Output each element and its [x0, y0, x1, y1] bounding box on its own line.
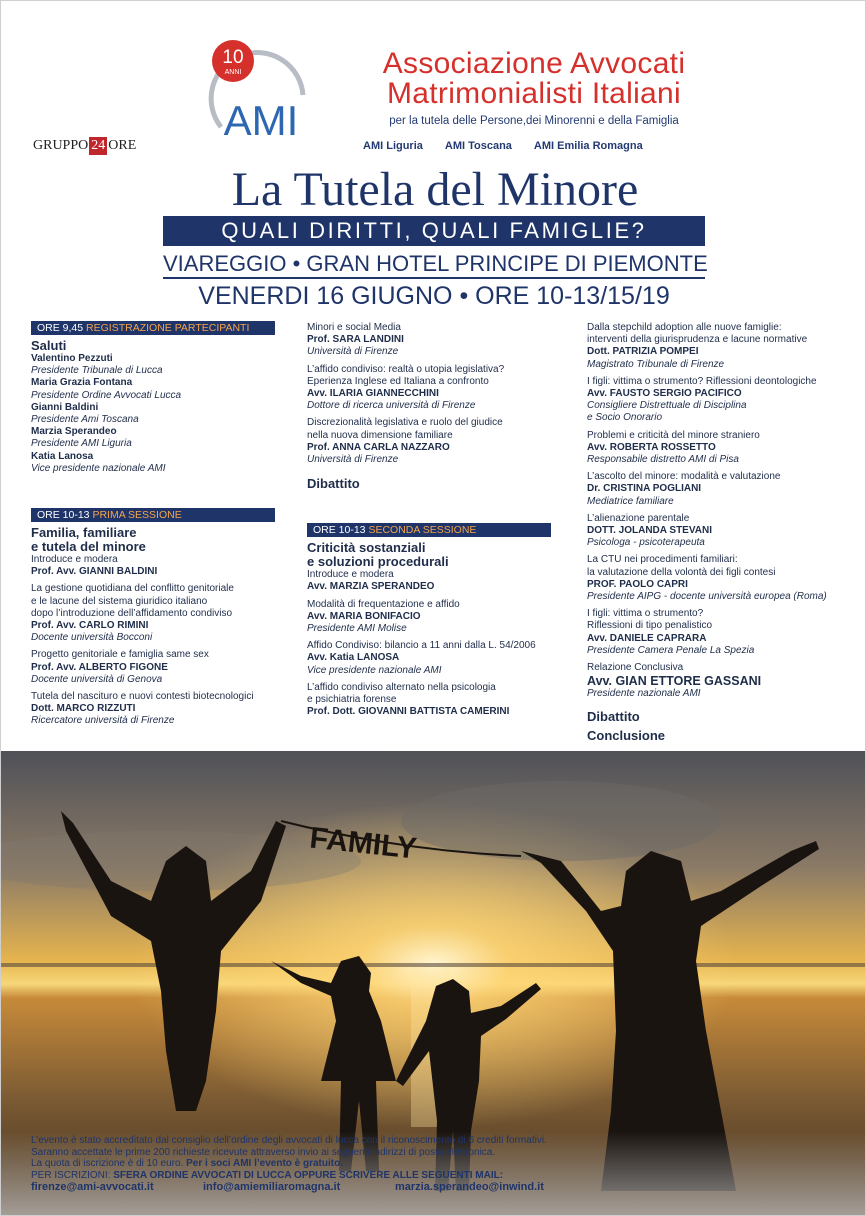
speaker-name: Dott. MARCO RIZZUTI — [31, 703, 136, 715]
speaker-name: Prof. SARA LANDINI — [307, 334, 404, 346]
greeter-name: Katia Lanosa — [31, 450, 94, 462]
email-firenze[interactable]: firenze@ami-avvocati.it — [31, 1181, 154, 1193]
event-venue: VIAREGGIO • GRAN HOTEL PRINCIPE DI PIEMONTE — [163, 251, 705, 279]
greeter-name: Valentino Pezzuti — [31, 353, 113, 364]
speaker-name: Prof. Avv. ALBERTO FIGONE — [31, 661, 168, 673]
speaker-name: Avv. FAUSTO SERGIO PACIFICO — [587, 388, 742, 400]
speaker-name: Prof. Avv. CARLO RIMINI — [31, 620, 149, 632]
organization-name — [319, 49, 749, 127]
speaker-role: Psicologa - psicoterapeuta — [587, 537, 705, 549]
talk-title: L’alienazione parentale — [587, 512, 690, 524]
section-emilia-romagna: AMI Emilia Romagna — [533, 140, 643, 152]
event-title: La Tutela del Minore — [231, 163, 639, 216]
talk-title: L’ascolto del minore: modalità e valutazione — [587, 471, 781, 483]
talk-title: nella nuova dimensione familiare — [307, 429, 453, 441]
registration-info — [31, 1135, 831, 1194]
talk-title: Relazione Conclusiva — [587, 662, 684, 674]
first-session-header: ORE 10-13 PRIMA SESSIONE — [31, 508, 275, 522]
talk-title: e psichiatria forense — [307, 694, 397, 706]
talk-title: I figli: vittima o strumento? Riflessioni deontologiche — [587, 375, 817, 387]
speaker-role: Presidente AIPG - docente università europea (Roma) — [587, 591, 827, 603]
greeter-role: Presidente Ami Toscana — [31, 414, 139, 426]
dibattito-label: Dibattito — [587, 709, 640, 725]
email-sperandeo[interactable]: marzia.sperandeo@inwind.it — [395, 1181, 544, 1193]
talk-title: Riflessioni di tipo penalistico — [587, 620, 713, 632]
anniversary-word: ANNI — [224, 69, 242, 76]
event-subtitle: QUALI DIRITTI, QUALI FAMIGLIE? — [163, 216, 705, 246]
talk-title: L’affido condiviso: realtà o utopia legislativa? — [307, 363, 505, 375]
speaker-role: Università di Firenze — [307, 454, 399, 466]
talk-title: dopo l’introduzione dell’affidamento condiviso — [31, 607, 233, 619]
moderator-name: Prof. Avv. GIANNI BALDINI — [31, 566, 158, 578]
event-date: VENERDI 16 GIUGNO • ORE 10-13/15/19 — [198, 282, 670, 310]
talk-title: Minori e social Media — [307, 322, 401, 333]
org-tagline: per la tutela delle Persone,dei Minorenni e della Famiglia — [389, 115, 679, 127]
speaker-name: Avv. ROBERTA ROSSETTO — [587, 441, 716, 453]
speaker-name: PROF. PAOLO CAPRI — [587, 578, 688, 590]
speaker-role: Mediatrice familiare — [587, 495, 674, 507]
speaker-role: e Socio Onorario — [587, 412, 663, 424]
speaker-name: Dr. CRISTINA POGLIANI — [587, 483, 702, 495]
speaker-role: Responsabile distretto AMI di Pisa — [587, 454, 739, 466]
second-session-header: ORE 10-13 SECONDA SESSIONE — [307, 523, 551, 537]
anniversary-number: 10 — [222, 47, 244, 68]
talk-title: I figli: vittima o strumento? — [587, 608, 704, 620]
org-line1: Associazione Avvocati — [382, 47, 686, 80]
greeter-role: Vice presidente nazionale AMI — [31, 462, 166, 474]
talk-title: Modalità di frequentazione e affido — [307, 598, 460, 610]
credits-note: L’evento è stato accreditato dal consiglio dell’ordine degli avvocati di lucca con il riconoscimento di 6 crediti formativi. — [31, 1135, 547, 1146]
speaker-name: Prof. Dott. GIOVANNI BATTISTA CAMERINI — [307, 706, 510, 718]
moderator-name: Avv. MARZIA SPERANDEO — [307, 581, 435, 593]
talk-title: la valutazione della volontà dei figli contesi — [587, 566, 776, 578]
greeter-role: Presidente AMI Liguria — [31, 438, 132, 450]
program-column-1 — [31, 321, 275, 728]
greeter-name: Marzia Sperandeo — [31, 426, 117, 438]
intro-label: Introduce e modera — [31, 554, 118, 566]
saluti-heading: Saluti — [31, 338, 67, 353]
talk-title: interventi della giurisprudenza e lacune normative — [587, 334, 808, 346]
speaker-role: Presidente AMI Molise — [307, 623, 407, 635]
contact-emails — [31, 1182, 831, 1194]
intro-label: Introduce e modera — [307, 569, 394, 581]
talk-title: Discrezionalità legislativa e ruolo del giudice — [307, 417, 503, 429]
speaker-role: Consigliere Distrettuale di Disciplina — [587, 400, 747, 412]
speaker-role: Ricercatore università di Firenze — [31, 715, 175, 727]
speaker-name: Avv. ILARIA GIANNECCHINI — [307, 388, 439, 400]
speaker-role: Docente università di Genova — [31, 673, 163, 685]
conclusione-label: Conclusione — [587, 728, 666, 744]
program-column-2 — [307, 322, 551, 718]
second-session-title: Criticità sostanziali e soluzioni procedurali — [307, 540, 449, 570]
speaker-role: Presidente Camera Penale La Spezia — [587, 644, 755, 656]
talk-title: Tutela del nascituro e nuovi contesti biotecnologici — [31, 691, 254, 703]
speaker-role: Vice presidente nazionale AMI — [307, 664, 442, 676]
speaker-name: Avv. DANIELE CAPRARA — [587, 632, 707, 644]
talk-title: La CTU nei procedimenti familiari: — [587, 554, 738, 566]
email-emilia-romagna[interactable]: info@amiemiliaromagna.it — [203, 1181, 341, 1193]
speaker-role: Università di Firenze — [307, 346, 399, 358]
section-toscana: AMI Toscana — [444, 140, 512, 152]
talk-title: La gestione quotidiana del conflitto genitoriale — [31, 583, 234, 595]
org-line2: Matrimonialisti Italiani — [387, 77, 681, 110]
speaker-name: Avv. Katia LANOSA — [307, 652, 400, 664]
speaker-name: Avv. MARIA BONIFACIO — [307, 610, 421, 622]
talk-title: Dalla stepchild adoption alle nuove famiglie: — [587, 322, 782, 333]
gruppo24ore-logo: GRUPPO 24 ORE — [33, 138, 137, 153]
greeter-role: Presidente Ordine Avvocati Lucca — [31, 389, 182, 401]
talk-title: L’affido condiviso alternato nella psicologia — [307, 681, 496, 693]
family-banner-text: FAMILY — [308, 821, 419, 866]
speaker-role: Magistrato Tribunale di Firenze — [587, 358, 725, 370]
speaker-name: DOTT. JOLANDA STEVANI — [587, 525, 713, 537]
registration-header: ORE 9,45 REGISTRAZIONE PARTECIPANTI — [31, 321, 275, 335]
talk-title: Problemi e criticità del minore straniero — [587, 429, 760, 441]
talk-title: e le lacune del sistema giuridico italiano — [31, 595, 208, 607]
speaker-name: Prof. ANNA CARLA NAZZARO — [307, 441, 450, 453]
speaker-role: Docente università Bocconi — [31, 632, 153, 644]
acceptance-note: Saranno accettate le prime 200 richieste ricevute attraverso invio ai seguenti indirizzi di posta elettronica. — [31, 1146, 496, 1158]
speaker-name: Avv. GIAN ETTORE GASSANI — [587, 674, 762, 689]
speaker-role: Dottore di ricerca università di Firenze — [307, 400, 476, 412]
talk-title: Affido Condiviso: bilancio a 11 anni dalla L. 54/2006 — [307, 640, 536, 652]
section-liguria: AMI Liguria — [363, 140, 423, 152]
first-session-title: Familia, familiare e tutela del minore — [31, 525, 146, 555]
ami-logo — [207, 35, 311, 143]
speaker-name: Dott. PATRIZIA POMPEI — [587, 346, 699, 358]
program-column-3 — [587, 322, 857, 743]
fee-note: La quota di iscrizione è di 10 euro. Per i soci AMI l’evento è gratuito. — [31, 1158, 343, 1169]
regional-sections — [363, 140, 643, 152]
greeter-name: Maria Grazia Fontana — [31, 377, 133, 389]
dibattito-label: Dibattito — [307, 476, 360, 492]
talk-title: Eperienza Inglese ed Italiana a confronto — [307, 375, 489, 387]
registration-instructions: PER ISCRIZIONI: SFERA ORDINE AVVOCATI DI LUCCA OPPURE SCRIVERE ALLE SEGUENTI MAIL: — [31, 1169, 504, 1181]
greeter-role: Presidente Tribunale di Lucca — [31, 365, 163, 377]
greeter-name: Gianni Baldini — [31, 401, 99, 413]
speaker-role: Presidente nazionale AMI — [587, 688, 701, 700]
talk-title: Progetto genitoriale e famiglia same sex — [31, 649, 209, 661]
ami-acronym: AMI — [223, 97, 299, 143]
